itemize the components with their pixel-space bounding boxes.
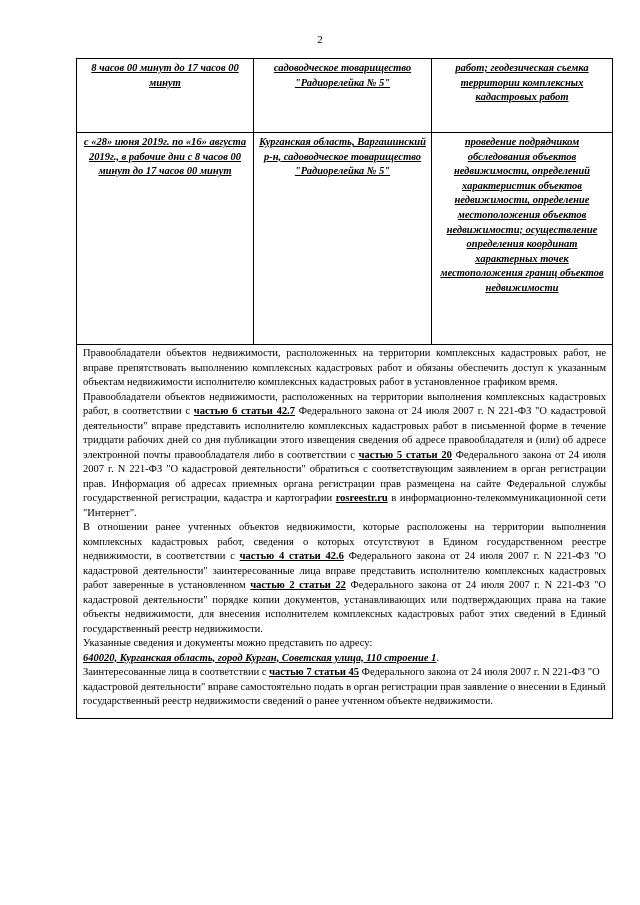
text-run: Федерального закона от 24 июля 2007 г. N 221-ФЗ "О кадастровой деятельности" порядке копии документов, устанавливающих или подтверждающих права на такие объекты недвижимости, для внесения исполнителем комплексных кадастровых работ этих сведений в Единый государственный реестр недвижимости. (83, 580, 606, 635)
paragraph (83, 666, 606, 710)
table-cell (254, 59, 432, 133)
page-number: 2 (317, 34, 323, 46)
text-run: . (436, 652, 440, 664)
text-run: Заинтересованные лица в соответствии с (83, 667, 270, 678)
address-text: 640020, Курганская область, город Курган, Советская улица, 110 строение 1 (83, 652, 437, 664)
rosreestr-link[interactable]: rosreestr.ru (335, 493, 388, 504)
table-cell (77, 133, 254, 345)
text-run: Федерального закона от 24 июля 2007 г. N 221-ФЗ "О кадастровой деятельности" вправе представить исполнителю комплексных кадастровых работ в письменной форме в течение тридцати рабочих дней со дня публикации этого извещения сведения об адресе правообладателя и (или) об адресе электронной почты правообладателя либо в соответствии с (83, 406, 606, 461)
works-type-text: проведение подрядчиком обследования объектов недвижимости, определений характеристик объектов недвижимости, определение местоположения объектов недвижимости; осуществление определения координат характерных точек местоположения границ объектов недвижимости (440, 137, 604, 294)
table-cell (432, 133, 613, 345)
text-run: В отношении ранее учтенных объектов недвижимости, которые расположены на территории выполнения комплексных кадастровых работ, сведения о которых отсутствуют в Едином государственном реестре недвижимости, в соответствии с (83, 522, 606, 562)
paragraph: Правообладатели объектов недвижимости, расположенных на территории комплексных кадастровых работ, не вправе препятствовать выполнению комплексных кадастровых работ и обязаны обеспечить доступ к указанным объектам недвижимости исполнителю комплексных кадастровых работ в установленное графиком время. (83, 348, 606, 388)
table-row (77, 133, 613, 345)
text-run: Федерального закона от 24 июля 2007 г. N 221-ФЗ "О кадастровой деятельности" обратиться с соответствующим заявлением в орган регистрации прав. Информация об адресах приемных органа регистрации прав размещена на сайте Федеральной службы государственной регистрации, кадастра и картографии (83, 449, 606, 504)
address-line (83, 652, 606, 667)
text-run: Правообладатели объектов недвижимости, расположенных на территории выполнения комплексных кадастровых работ, в соответствии с (83, 391, 606, 417)
text-run: Федерального закона от 24 июля 2007 г. N 221-ФЗ "О кадастровой деятельности" заинтересованные лица вправе представить исполнителю комплексных кадастровых работ заверенные в установленном (83, 551, 606, 591)
law-reference-link[interactable]: частью 2 статьи 22 (250, 580, 346, 591)
law-reference-link[interactable]: частью 6 статьи 42.7 (193, 406, 295, 417)
paragraph (83, 391, 606, 522)
paragraph: Указанные сведения и документы можно представить по адресу: (83, 638, 373, 649)
location-text: садоводческое товарищество "Радиорелейка № 5" (273, 63, 412, 89)
table-cell (77, 59, 254, 133)
table-row (77, 59, 613, 133)
text-run: в информационно-телекоммуникационной сети "Интернет". (83, 493, 607, 519)
table-cell (254, 133, 432, 345)
schedule-time-text: 8 часов 00 минут до 17 часов 00 минут (91, 63, 239, 89)
law-reference-link[interactable]: частью 4 статьи 42.6 (239, 551, 344, 562)
table-row (77, 345, 613, 719)
works-type-text: работ; геодезическая съемка территории комплексных кадастровых работ (455, 63, 589, 104)
schedule-time-text: с «28» июня 2019г. по «16» августа 2019г., в рабочие дни с 8 часов 00 минут до 17 часов 00 минут (83, 137, 247, 178)
location-text: Курганская область, Варгашинский р-н, садоводческое товарищество "Радиорелейка № 5" (259, 137, 426, 178)
law-reference-link[interactable]: частью 7 статьи 45 (269, 667, 360, 678)
paragraph (83, 521, 606, 637)
law-reference-link[interactable]: частью 5 статьи 20 (358, 449, 452, 461)
notice-table (76, 58, 613, 719)
table-cell (432, 59, 613, 133)
notice-body-cell (77, 345, 613, 719)
text-run: Федерального закона от 24 июля 2007 г. N 221-ФЗ "О кадастровой деятельности" вправе самостоятельно подать в орган регистрации прав заявление о внесении в Единый государственный реестр недвижимости сведений о ранее учтенном объекте недвижимости. (83, 667, 606, 707)
